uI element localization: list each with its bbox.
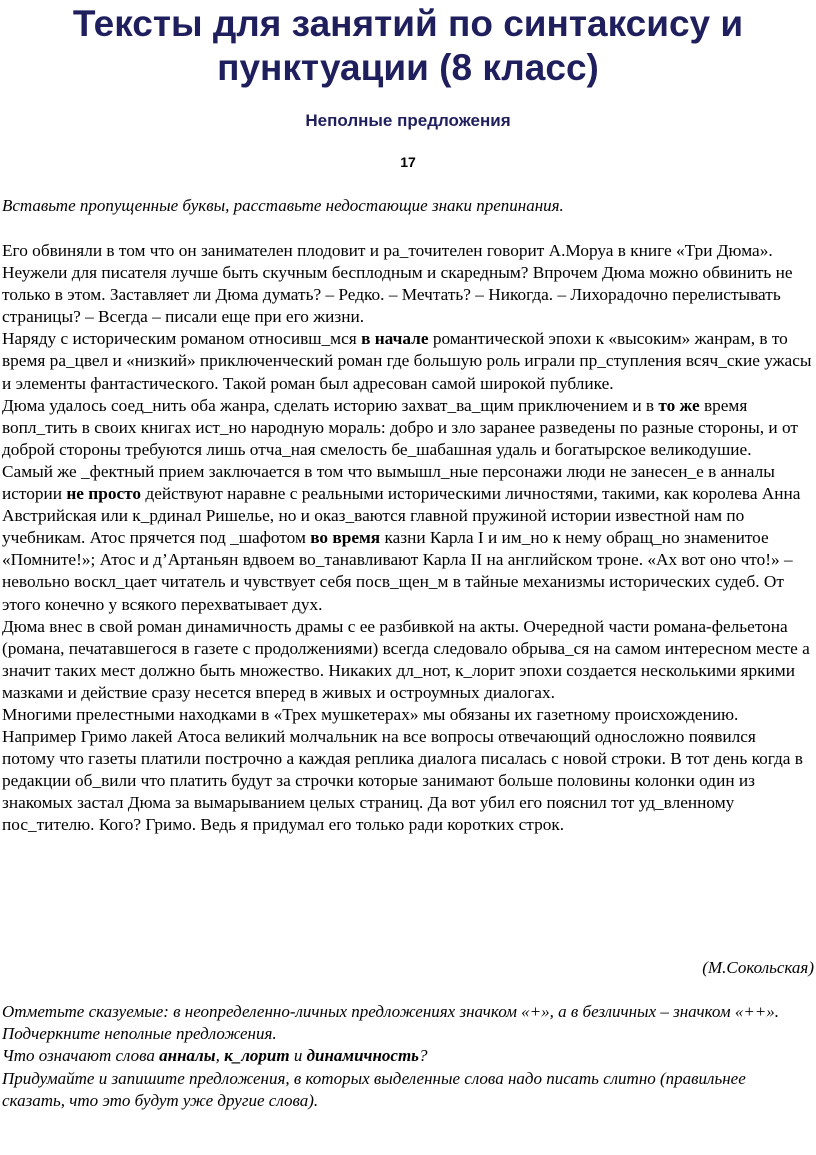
paragraph-3: [2, 395, 812, 461]
paragraph-2: [2, 328, 812, 394]
text-run: казни Карла I и им_но к нему обращ_но знаменитое «Помните!»; Атос и д’Артаньян вдвоем во_танавливают Карла II на английском троне. «Ах вот оно что!» – невольно воскл_цает читатель и чувствует себя посв_щен_м в тайные механизмы исторических судеб. От этого конечно у всякого перехватывает дух.: [2, 528, 793, 614]
bold-word: к_лорит: [224, 1046, 290, 1066]
paragraph-4: [2, 461, 812, 616]
section-subtitle: Неполные предложения: [305, 111, 511, 130]
task-1: Отметьте сказуемые: в неопределенно-личных предложениях значком «+», а в безличных – значком «++».: [2, 1002, 780, 1021]
text-run: время вопл_тить в своих книгах ист_но народную мораль: добро и зло заранее разведены по разные стороны, и от доброй стороны требуются лишь отча_ная смелость бе_шабашная удаль и богатырское великодушие.: [2, 395, 798, 459]
bold-word: анналы: [159, 1046, 216, 1066]
text-run: ,: [215, 1046, 225, 1066]
page-title: Тексты для занятий по синтаксису и пунктуации (8 класс): [72, 3, 744, 88]
task-2: Подчеркните неполные предложения.: [2, 1024, 277, 1044]
text-run: Наряду с историческим романом относивш_мся: [2, 329, 362, 349]
text-run: романтической эпохи к «высоким» жанрам, в то время ра_цвел и «низкий» приключенческий роман где большую роль играли пр_ступления всяч_ские ужасы и элементы фантастического. Такой роман был адресован самой широкой публике.: [2, 329, 812, 393]
author-attribution: (М.Сокольская): [702, 958, 814, 977]
text-run: действуют наравне с реальными историческими личностями, такими, как королева Анна Австрийская или к_рдинал Ришелье, но и оказ_ваются главной пружиной истории известной нам по учебникам. Атос прячется под _шафотом: [2, 484, 801, 548]
exercise-text: [2, 240, 812, 837]
text-run: и: [289, 1046, 307, 1066]
bold-phrase: не просто: [66, 484, 142, 504]
bold-phrase: в начале: [361, 329, 429, 349]
tasks-block: [2, 1001, 812, 1112]
exercise-number: 17: [400, 154, 416, 170]
text-run: Дюма удалось соед_нить оба жанра, сделать историю захват_ва_щим приключением и в: [2, 395, 659, 415]
exercise-instruction: Вставьте пропущенные буквы, расставьте недостающие знаки препинания.: [2, 196, 564, 215]
text-run: Самый же _фектный прием заключается в том что вымышл_ные персонажи люди не занесен_е в анналы истории: [2, 461, 775, 504]
paragraph-1: Его обвиняли в том что он занимателен плодовит и ра_точителен говорит А.Моруа в книге «Три Дюма». Неужели для писателя лучше быть скучным бесплодным и скаредным? Впрочем Дюма можно обвинить не только в этом. Заставляет ли Дюма думать? – Редко. – Мечтать? – Никогда. – Лихорадочно перелистывать страницы? – Всегда – писали еще при его жизни.: [2, 241, 793, 327]
task-3: [2, 1045, 812, 1067]
text-run: Что означают слова: [2, 1046, 160, 1066]
paragraph-6: Многими прелестными находками в «Трех мушкетерах» мы обязаны их газетному происхождению. Например Гримо лакей Атоса великий молчальник на все вопросы отвечающий односложно появился потому что газеты платили построчно а каждая реплика диалога писалась с новой строки. В тот день когда в редакции об_вили что платить будут за строчки которые занимают больше половины колонки один из знакомых застал Дюма за вымарыванием целых страниц. Да вот убил его пояснил тот уд_вленному пос_тителю. Кого? Гримо. Ведь я придумал его только ради коротких строк.: [2, 704, 803, 835]
task-4: Придумайте и запишите предложения, в которых выделенные слова надо писать слитно (правильнее сказать, что это будут уже другие слова).: [2, 1068, 746, 1110]
bold-word: динамичность: [306, 1046, 419, 1066]
text-run: ?: [418, 1046, 428, 1066]
bold-phrase: во время: [310, 528, 381, 548]
paragraph-5: Дюма внес в свой роман динамичность драмы с ее разбивкой на акты. Очередной части романа-фельетона (романа, печатавшегося в газете с продолжениями) всегда следовало обрыва_ся на самом интересном месте а значит таких мест должно быть множество. Никаких дл_нот, к_лорит эпохи создается несколькими яркими мазками и действие сразу несется вперед в живых и остроумных диалогах.: [2, 616, 810, 702]
bold-phrase: то же: [658, 395, 700, 415]
